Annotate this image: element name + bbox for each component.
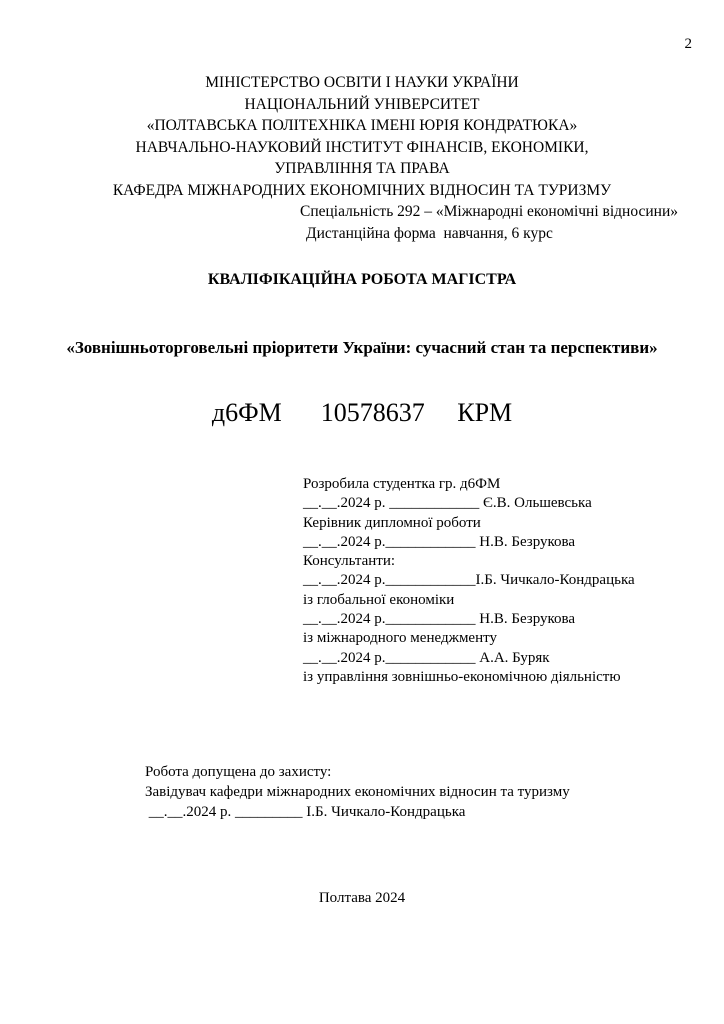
department-line: КАФЕДРА МІЖНАРОДНИХ ЕКОНОМІЧНИХ ВІДНОСИН ТА ТУРИЗМУ — [112, 181, 612, 199]
institute-line-2: УПРАВЛІННЯ ТА ПРАВА — [274, 160, 450, 177]
thesis-title: «Зовнішньоторговельні пріоритети України: сучасний стан та перспективи» — [66, 338, 658, 357]
group-code-line: д6ФМ 10578637 КРМ — [211, 398, 513, 427]
institute-line-1: НАВЧАЛЬНО-НАУКОВИЙ ІНСТИТУТ ФІНАНСІВ, ЕКОНОМІКИ, — [135, 138, 589, 156]
university-line-1: НАЦІОНАЛЬНИЙ УНІВЕРСИТЕТ — [244, 95, 480, 113]
supervisor-signature-line: __.__.2024 р.____________ Н.В. Безрукова — [303, 533, 576, 550]
specialty-line: Спеціальність 292 – «Міжнародні економічні відносини» — [300, 203, 678, 220]
city-year: Полтава 2024 — [318, 890, 406, 906]
consultant-2-signature-line: __.__.2024 р.____________ Н.В. Безрукова — [303, 611, 576, 628]
page-number: 2 — [684, 36, 692, 52]
ministry-line: МІНІСТЕРСТВО ОСВІТИ І НАУКИ УКРАЇНИ — [205, 74, 519, 91]
consultant-2-subject-line: із міжнародного менеджменту — [303, 630, 497, 647]
consultant-1-subject-line: із глобальної економіки — [303, 591, 455, 608]
study-form-line: Дистанційна форма навчання, 6 курс — [306, 224, 553, 242]
student-role-line: Розробила студентка гр. д6ФМ — [303, 476, 501, 492]
work-type-heading: КВАЛІФІКАЦІЙНА РОБОТА МАГІСТРА — [207, 271, 517, 288]
university-line-2: «ПОЛТАВСЬКА ПОЛІТЕХНІКА ІМЕНІ ЮРІЯ КОНДРАТЮКА» — [146, 117, 578, 134]
institution-header — [0, 72, 724, 244]
approval-signature-line: __.__.2024 р. _________ І.Б. Чичкало-Кондрацька — [145, 804, 466, 820]
consultant-3-signature-line: __.__.2024 р.____________ А.А. Буряк — [303, 649, 550, 666]
student-signature-line: __.__.2024 р. ____________ Є.В. Ольшевська — [303, 495, 592, 512]
approval-statement-line: Робота допущена до захисту: — [145, 764, 332, 780]
supervisor-role-line: Керівник дипломної роботи — [303, 514, 481, 531]
consultant-3-subject-line: із управління зовнішньо-економічною діяльністю — [303, 668, 621, 685]
consultant-1-signature-line: __.__.2024 р.____________І.Б. Чичкало-Кондрацька — [303, 572, 635, 589]
consultants-label-line: Консультанти: — [303, 553, 396, 570]
approval-block — [145, 762, 705, 822]
signatures-block — [303, 475, 703, 687]
department-head-line: Завідувач кафедри міжнародних економічних відносин та туризму — [145, 784, 570, 800]
